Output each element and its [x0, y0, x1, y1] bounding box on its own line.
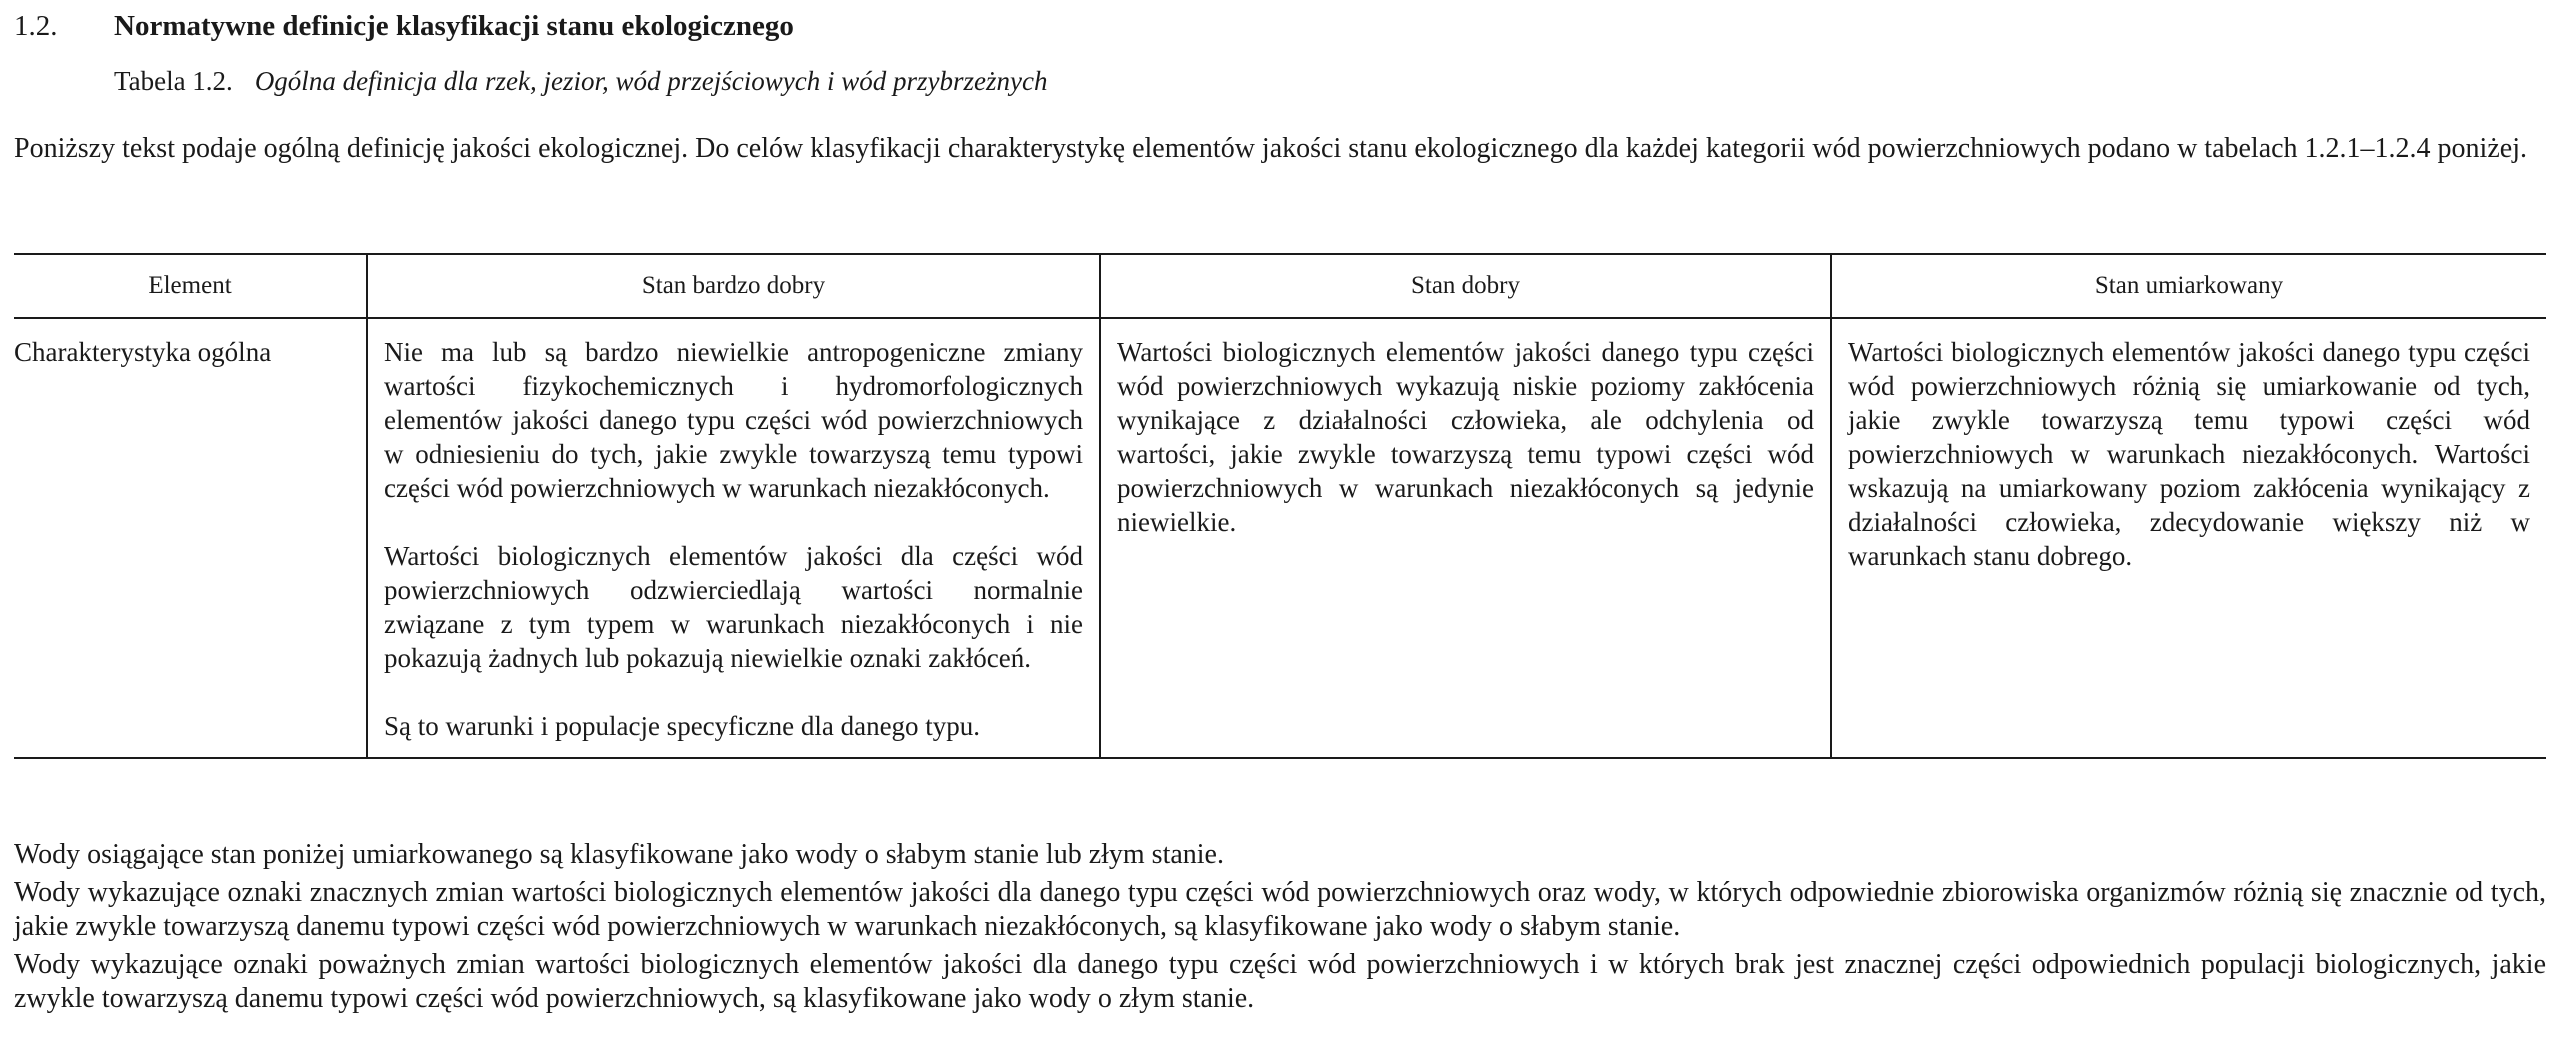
moderate-paragraph: Wartości biologicznych elementów jakości danego typu części wód powierzchniowych różnią się umiarkowanie od tych, jakie zwykle towarzyszą temu typowi części wód powierzchniowych w warunkach niezakłóconych. Wartości wskazują na umiarkowany poziom zakłócenia wynikający z działalności człowieka, zdecydowanie większy niż w warunkach stanu dobrego.: [1848, 337, 2530, 571]
good-paragraph: Wartości biologicznych elementów jakości danego typu części wód powierzchniowych wykazują niskie poziomy zakłócenia wynikające z działalności człowieka, ale odchylenia od wartości, jakie zwykle towarzyszą temu typowi części wód powierzchniowych w warunkach niezakłóconych są jedynie niewielkie.: [1117, 337, 1814, 537]
cell-moderate: [1831, 318, 2546, 758]
notes-section: [14, 838, 2546, 1020]
header-very-good: Stan bardzo dobry: [367, 254, 1100, 318]
header-good: Stan dobry: [1100, 254, 1831, 318]
very-good-paragraph-2: Wartości biologicznych elementów jakości dla części wód powierzchniowych odzwierciedlają wartości normalnie związane z tym typem w warunkach niezakłóconych i nie pokazują żadnych lub pokazują niewielkie oznaki zakłóceń.: [384, 541, 1083, 673]
cell-element: Charakterystyka ogólna: [14, 318, 367, 758]
header-moderate: Stan umiarkowany: [1831, 254, 2546, 318]
table-label: Tabela 1.2.: [114, 66, 233, 96]
very-good-paragraph-3: Są to warunki i populacje specyficzne dla danego typu.: [384, 711, 981, 741]
note-paragraph-2: Wody wykazujące oznaki znacznych zmian wartości biologicznych elementów jakości dla danego typu części wód powierzchniowych oraz wody, w których odpowiednie zbiorowiska organizmów różnią się znacznie od tych, jakie zwykle towarzyszą danemu typowi części wód powierzchniowych w warunkach niezakłóconych, są klasyfikowane jako wody o słabym stanie.: [14, 877, 2546, 942]
header-element: Element: [14, 254, 367, 318]
very-good-paragraph-1: Nie ma lub są bardzo niewielkie antropogeniczne zmiany wartości fizykochemicznych i hydromorfologicznych elementów jakości danego typu części wód powierzchniowych w odniesieniu do tych, jakie zwykle towarzyszą temu typowi części wód powierzchniowych w warunkach niezakłóconych.: [384, 337, 1083, 503]
cell-good: [1100, 318, 1831, 758]
cell-very-good: [367, 318, 1100, 758]
table-caption: [114, 64, 1048, 98]
table-row: [14, 318, 2546, 758]
section-title: Normatywne definicje klasyfikacji stanu ekologicznego: [114, 10, 794, 42]
table-title: Ogólna definicja dla rzek, jezior, wód przejściowych i wód przybrzeżnych: [254, 66, 1048, 96]
note-paragraph-1: Wody osiągające stan poniżej umiarkowanego są klasyfikowane jako wody o słabym stanie lub złym stanie.: [14, 839, 1224, 870]
intro-paragraph: Poniższy tekst podaje ogólną definicję jakości ekologicznej. Do celów klasyfikacji charakterystykę elementów jakości stanu ekologicznego dla każdej kategorii wód powierzchniowych podano w tabelach 1.2.1–1.2.4 poniżej.: [14, 133, 2527, 164]
table-header-row: [14, 254, 2546, 318]
classification-table: [14, 253, 2546, 759]
section-heading: [14, 8, 794, 44]
section-number: 1.2.: [14, 10, 58, 42]
note-paragraph-3: Wody wykazujące oznaki poważnych zmian wartości biologicznych elementów jakości dla danego typu części wód powierzchniowych i w których brak jest znacznej części odpowiednich populacji biologicznych, jakie zwykle towarzyszą danemu typowi części wód powierzchniowych, są klasyfikowane jako wody o złym stanie.: [14, 949, 2546, 1014]
